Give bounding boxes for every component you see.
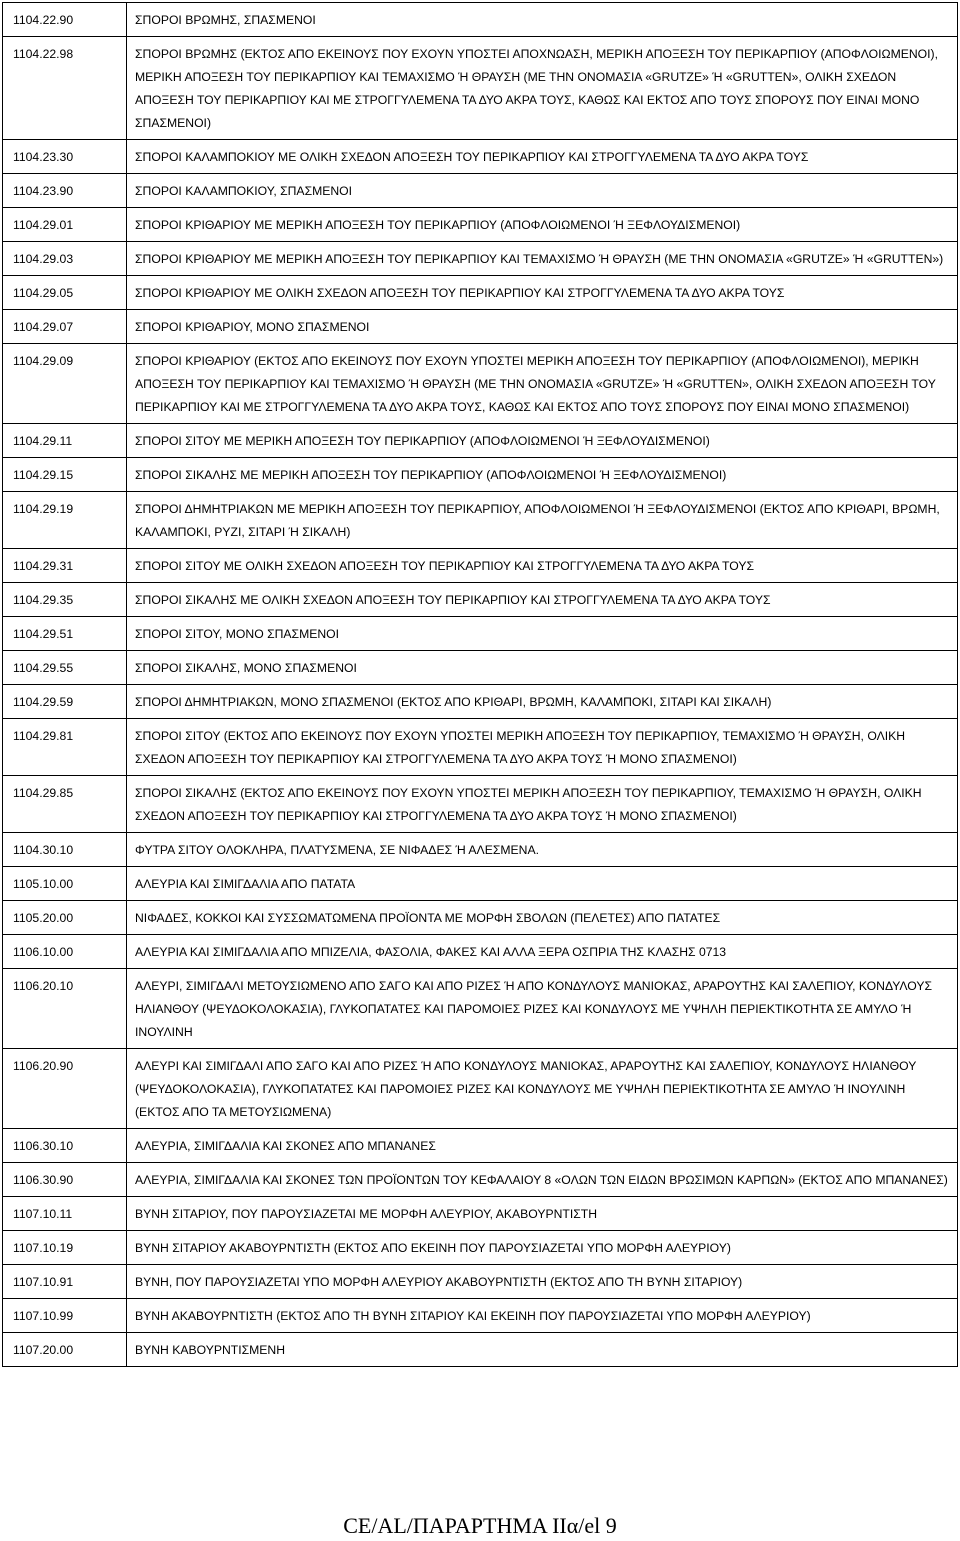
tariff-code-table	[2, 2, 958, 1367]
table-row	[3, 458, 958, 492]
tariff-code-cell: 1104.29.01	[3, 208, 127, 242]
description-cell: ΣΠΟΡΟΙ ΣΙΤΟΥ, ΜΟΝΟ ΣΠΑΣΜΕΝΟΙ	[127, 617, 958, 651]
table-row	[3, 242, 958, 276]
table-row	[3, 617, 958, 651]
tariff-code-cell: 1104.22.90	[3, 3, 127, 37]
page-footer: CE/AL/ΠΑΡΑΡΤΗΜΑ IIα/el 9	[343, 1513, 617, 1538]
tariff-code-cell: 1106.20.10	[3, 969, 127, 1049]
table-row	[3, 935, 958, 969]
table-row	[3, 1049, 958, 1129]
table-row	[3, 867, 958, 901]
tariff-code-cell: 1104.29.85	[3, 776, 127, 833]
description-cell: ΒΥΝΗ ΚΑΒΟΥΡΝΤΙΣΜΕΝΗ	[127, 1333, 958, 1367]
tariff-code-cell: 1104.29.51	[3, 617, 127, 651]
table-row	[3, 37, 958, 140]
tariff-code-cell: 1104.23.30	[3, 140, 127, 174]
description-cell: ΝΙΦΑΔΕΣ, ΚΟΚΚΟΙ ΚΑΙ ΣΥΣΣΩΜΑΤΩΜΕΝΑ ΠΡΟΪΟΝΤΑ ΜΕ ΜΟΡΦΗ ΣΒΟΛΩΝ (ΠΕΛΕΤΕΣ) ΑΠΟ ΠΑΤΑΤΕΣ	[127, 901, 958, 935]
description-cell: ΑΛΕΥΡΙ ΚΑΙ ΣΙΜΙΓΔΑΛΙ ΑΠΟ ΣΑΓΟ ΚΑΙ ΑΠΟ ΡΙΖΕΣ Ή ΑΠΟ ΚΟΝΔΥΛΟΥΣ ΜΑΝΙΟΚΑΣ, ΑΡΑΡΟΥΤΗΣ ΚΑΙ ΣΑΛΕΠΙΟΥ, ΚΟΝΔΥΛΟΥΣ ΗΛΙΑΝΘΟΥ (ΨΕΥΔΟΚΟΛΟΚΑΣΙΑ), ΓΛΥΚΟΠΑΤΑΤΕΣ ΚΑΙ ΠΑΡΟΜΟΙΕΣ ΡΙΖΕΣ ΚΑΙ ΚΟΝΔΥΛΟΥΣ ΜΕ ΥΨΗΛΗ ΠΕΡΙΕΚΤΙΚΟΤΗΤΑ ΣΕ ΑΜΥΛΟ Ή ΙΝΟΥΛΙΝΗ (ΕΚΤΟΣ ΑΠΟ ΤΑ ΜΕΤΟΥΣΙΩΜΕΝΑ)	[127, 1049, 958, 1129]
tariff-code-table-body	[3, 3, 958, 1367]
table-row	[3, 969, 958, 1049]
description-cell: ΒΥΝΗ ΣΙΤΑΡΙΟΥ, ΠΟΥ ΠΑΡΟΥΣΙΑΖΕΤΑΙ ΜΕ ΜΟΡΦΗ ΑΛΕΥΡΙΟΥ, ΑΚΑΒΟΥΡΝΤΙΣΤΗ	[127, 1197, 958, 1231]
tariff-code-cell: 1104.29.31	[3, 549, 127, 583]
description-cell: ΣΠΟΡΟΙ ΚΡΙΘΑΡΙΟΥ ΜΕ ΜΕΡΙΚΗ ΑΠΟΞΕΣΗ ΤΟΥ ΠΕΡΙΚΑΡΠΙΟΥ (ΑΠΟΦΛΟΙΩΜΕΝΟΙ Ή ΞΕΦΛΟΥΔΙΣΜΕΝΟΙ)	[127, 208, 958, 242]
table-row	[3, 833, 958, 867]
table-row	[3, 208, 958, 242]
description-cell: ΣΠΟΡΟΙ ΣΙΚΑΛΗΣ, ΜΟΝΟ ΣΠΑΣΜΕΝΟΙ	[127, 651, 958, 685]
tariff-code-cell: 1105.20.00	[3, 901, 127, 935]
tariff-code-cell: 1104.29.59	[3, 685, 127, 719]
tariff-code-cell: 1107.10.11	[3, 1197, 127, 1231]
description-cell: ΑΛΕΥΡΙ, ΣΙΜΙΓΔΑΛΙ ΜΕΤΟΥΣΙΩΜΕΝΟ ΑΠΟ ΣΑΓΟ ΚΑΙ ΑΠΟ ΡΙΖΕΣ Ή ΑΠΟ ΚΟΝΔΥΛΟΥΣ ΜΑΝΙΟΚΑΣ, ΑΡΑΡΟΥΤΗΣ ΚΑΙ ΣΑΛΕΠΙΟΥ, ΚΟΝΔΥΛΟΥΣ ΗΛΙΑΝΘΟΥ (ΨΕΥΔΟΚΟΛΟΚΑΣΙΑ), ΓΛΥΚΟΠΑΤΑΤΕΣ ΚΑΙ ΠΑΡΟΜΟΙΕΣ ΡΙΖΕΣ ΚΑΙ ΚΟΝΔΥΛΟΥΣ ΜΕ ΥΨΗΛΗ ΠΕΡΙΕΚΤΙΚΟΤΗΤΑ ΣΕ ΑΜΥΛΟ Ή ΙΝΟΥΛΙΝΗ	[127, 969, 958, 1049]
description-cell: ΣΠΟΡΟΙ ΚΡΙΘΑΡΙΟΥ, ΜΟΝΟ ΣΠΑΣΜΕΝΟΙ	[127, 310, 958, 344]
description-cell: ΣΠΟΡΟΙ ΒΡΩΜΗΣ (ΕΚΤΟΣ ΑΠΟ ΕΚΕΙΝΟΥΣ ΠΟΥ ΕΧΟΥΝ ΥΠΟΣΤΕΙ ΑΠΟΧΝΩΑΣΗ, ΜΕΡΙΚΗ ΑΠΟΞΕΣΗ ΤΟΥ ΠΕΡΙΚΑΡΠΙΟΥ (ΑΠΟΦΛΟΙΩΜΕΝΟΙ), ΜΕΡΙΚΗ ΑΠΟΞΕΣΗ ΤΟΥ ΠΕΡΙΚΑΡΠΙΟΥ ΚΑΙ ΤΕΜΑΧΙΣΜΟ Ή ΘΡΑΥΣΗ (ΜΕ ΤΗΝ ΟΝΟΜΑΣΙΑ «GRUTZE» Ή «GRUTTEN», ΟΛΙΚΗ ΣΧΕΔΟΝ ΑΠΟΞΕΣΗ ΤΟΥ ΠΕΡΙΚΑΡΠΙΟΥ ΚΑΙ ΜΕ ΣΤΡΟΓΓΥΛΕΜΕΝΑ ΤΑ ΔΥΟ ΑΚΡΑ ΤΟΥΣ, ΚΑΘΩΣ ΚΑΙ ΕΚΤΟΣ ΑΠΟ ΤΟΥΣ ΣΠΟΡΟΥΣ ΠΟΥ ΕΙΝΑΙ ΜΟΝΟ ΣΠΑΣΜΕΝΟΙ)	[127, 37, 958, 140]
description-cell: ΣΠΟΡΟΙ ΣΙΤΟΥ (ΕΚΤΟΣ ΑΠΟ ΕΚΕΙΝΟΥΣ ΠΟΥ ΕΧΟΥΝ ΥΠΟΣΤΕΙ ΜΕΡΙΚΗ ΑΠΟΞΕΣΗ ΤΟΥ ΠΕΡΙΚΑΡΠΙΟΥ, ΤΕΜΑΧΙΣΜΟ Ή ΘΡΑΥΣΗ, ΟΛΙΚΗ ΣΧΕΔΟΝ ΑΠΟΞΕΣΗ ΤΟΥ ΠΕΡΙΚΑΡΠΙΟΥ ΚΑΙ ΣΤΡΟΓΓΥΛΕΜΕΝΑ ΤΑ ΔΥΟ ΑΚΡΑ ΤΟΥΣ Ή ΜΟΝΟ ΣΠΑΣΜΕΝΟΙ)	[127, 719, 958, 776]
tariff-code-cell: 1106.10.00	[3, 935, 127, 969]
table-row	[3, 1333, 958, 1367]
description-cell: ΒΥΝΗ ΣΙΤΑΡΙΟΥ ΑΚΑΒΟΥΡΝΤΙΣΤΗ (ΕΚΤΟΣ ΑΠΟ ΕΚΕΙΝΗ ΠΟΥ ΠΑΡΟΥΣΙΑΖΕΤΑΙ ΥΠΟ ΜΟΡΦΗ ΑΛΕΥΡΙΟΥ)	[127, 1231, 958, 1265]
tariff-code-cell: 1107.10.91	[3, 1265, 127, 1299]
tariff-code-cell: 1107.20.00	[3, 1333, 127, 1367]
table-row	[3, 776, 958, 833]
table-row	[3, 424, 958, 458]
tariff-code-cell: 1104.29.09	[3, 344, 127, 424]
table-row	[3, 174, 958, 208]
description-cell: ΑΛΕΥΡΙΑ, ΣΙΜΙΓΔΑΛΙΑ ΚΑΙ ΣΚΟΝΕΣ ΤΩΝ ΠΡΟΪΟΝΤΩΝ ΤΟΥ ΚΕΦΑΛΑΙΟΥ 8 «ΟΛΩΝ ΤΩΝ ΕΙΔΩΝ ΒΡΩΣΙΜΩΝ ΚΑΡΠΩΝ» (ΕΚΤΟΣ ΑΠΟ ΜΠΑΝΑΝΕΣ)	[127, 1163, 958, 1197]
tariff-code-cell: 1104.22.98	[3, 37, 127, 140]
description-cell: ΣΠΟΡΟΙ ΒΡΩΜΗΣ, ΣΠΑΣΜΕΝΟΙ	[127, 3, 958, 37]
table-row	[3, 1197, 958, 1231]
tariff-code-cell: 1104.23.90	[3, 174, 127, 208]
table-row	[3, 1129, 958, 1163]
tariff-code-cell: 1107.10.19	[3, 1231, 127, 1265]
description-cell: ΣΠΟΡΟΙ ΣΙΤΟΥ ΜΕ ΟΛΙΚΗ ΣΧΕΔΟΝ ΑΠΟΞΕΣΗ ΤΟΥ ΠΕΡΙΚΑΡΠΙΟΥ ΚΑΙ ΣΤΡΟΓΓΥΛΕΜΕΝΑ ΤΑ ΔΥΟ ΑΚΡΑ ΤΟΥΣ	[127, 549, 958, 583]
table-row	[3, 492, 958, 549]
tariff-code-cell: 1106.20.90	[3, 1049, 127, 1129]
table-row	[3, 1231, 958, 1265]
description-cell: ΣΠΟΡΟΙ ΚΑΛΑΜΠΟΚΙΟΥ ΜΕ ΟΛΙΚΗ ΣΧΕΔΟΝ ΑΠΟΞΕΣΗ ΤΟΥ ΠΕΡΙΚΑΡΠΙΟΥ ΚΑΙ ΣΤΡΟΓΓΥΛΕΜΕΝΑ ΤΑ ΔΥΟ ΑΚΡΑ ΤΟΥΣ	[127, 140, 958, 174]
description-cell: ΣΠΟΡΟΙ ΣΙΚΑΛΗΣ ΜΕ ΟΛΙΚΗ ΣΧΕΔΟΝ ΑΠΟΞΕΣΗ ΤΟΥ ΠΕΡΙΚΑΡΠΙΟΥ ΚΑΙ ΣΤΡΟΓΓΥΛΕΜΕΝΑ ΤΑ ΔΥΟ ΑΚΡΑ ΤΟΥΣ	[127, 583, 958, 617]
tariff-code-cell: 1105.10.00	[3, 867, 127, 901]
description-cell: ΣΠΟΡΟΙ ΚΡΙΘΑΡΙΟΥ (ΕΚΤΟΣ ΑΠΟ ΕΚΕΙΝΟΥΣ ΠΟΥ ΕΧΟΥΝ ΥΠΟΣΤΕΙ ΜΕΡΙΚΗ ΑΠΟΞΕΣΗ ΤΟΥ ΠΕΡΙΚΑΡΠΙΟΥ (ΑΠΟΦΛΟΙΩΜΕΝΟΙ), ΜΕΡΙΚΗ ΑΠΟΞΕΣΗ ΤΟΥ ΠΕΡΙΚΑΡΠΙΟΥ ΚΑΙ ΤΕΜΑΧΙΣΜΟ Ή ΘΡΑΥΣΗ (ΜΕ ΤΗΝ ΟΝΟΜΑΣΙΑ «GRUTZE» Ή «GRUTTEN», ΟΛΙΚΗ ΣΧΕΔΟΝ ΑΠΟΞΕΣΗ ΤΟΥ ΠΕΡΙΚΑΡΠΙΟΥ ΚΑΙ ΜΕ ΣΤΡΟΓΓΥΛΕΜΕΝΑ ΤΑ ΔΥΟ ΑΚΡΑ ΤΟΥΣ, ΚΑΘΩΣ ΚΑΙ ΕΚΤΟΣ ΑΠΟ ΤΟΥΣ ΣΠΟΡΟΥΣ ΠΟΥ ΕΙΝΑΙ ΜΟΝΟ ΣΠΑΣΜΕΝΟΙ)	[127, 344, 958, 424]
description-cell: ΑΛΕΥΡΙΑ, ΣΙΜΙΓΔΑΛΙΑ ΚΑΙ ΣΚΟΝΕΣ ΑΠΟ ΜΠΑΝΑΝΕΣ	[127, 1129, 958, 1163]
description-cell: ΦΥΤΡΑ ΣΙΤΟΥ ΟΛΟΚΛΗΡΑ, ΠΛΑΤΥΣΜΕΝΑ, ΣΕ ΝΙΦΑΔΕΣ Ή ΑΛΕΣΜΕΝΑ.	[127, 833, 958, 867]
table-row	[3, 583, 958, 617]
tariff-code-cell: 1104.29.05	[3, 276, 127, 310]
description-cell: ΣΠΟΡΟΙ ΣΙΚΑΛΗΣ (ΕΚΤΟΣ ΑΠΟ ΕΚΕΙΝΟΥΣ ΠΟΥ ΕΧΟΥΝ ΥΠΟΣΤΕΙ ΜΕΡΙΚΗ ΑΠΟΞΕΣΗ ΤΟΥ ΠΕΡΙΚΑΡΠΙΟΥ, ΤΕΜΑΧΙΣΜΟ Ή ΘΡΑΥΣΗ, ΟΛΙΚΗ ΣΧΕΔΟΝ ΑΠΟΞΕΣΗ ΤΟΥ ΠΕΡΙΚΑΡΠΙΟΥ ΚΑΙ ΣΤΡΟΓΓΥΛΕΜΕΝΑ ΤΑ ΔΥΟ ΑΚΡΑ ΤΟΥΣ Ή ΜΟΝΟ ΣΠΑΣΜΕΝΟΙ)	[127, 776, 958, 833]
description-cell: ΒΥΝΗ ΑΚΑΒΟΥΡΝΤΙΣΤΗ (ΕΚΤΟΣ ΑΠΟ ΤΗ ΒΥΝΗ ΣΙΤΑΡΙΟΥ ΚΑΙ ΕΚΕΙΝΗ ΠΟΥ ΠΑΡΟΥΣΙΑΖΕΤΑΙ ΥΠΟ ΜΟΡΦΗ ΑΛΕΥΡΙΟΥ)	[127, 1299, 958, 1333]
description-cell: ΣΠΟΡΟΙ ΚΡΙΘΑΡΙΟΥ ΜΕ ΜΕΡΙΚΗ ΑΠΟΞΕΣΗ ΤΟΥ ΠΕΡΙΚΑΡΠΙΟΥ ΚΑΙ ΤΕΜΑΧΙΣΜΟ Ή ΘΡΑΥΣΗ (ΜΕ ΤΗΝ ΟΝΟΜΑΣΙΑ «GRUTZE» Ή «GRUTTEN»)	[127, 242, 958, 276]
tariff-code-cell: 1106.30.90	[3, 1163, 127, 1197]
description-cell: ΣΠΟΡΟΙ ΣΙΤΟΥ ΜΕ ΜΕΡΙΚΗ ΑΠΟΞΕΣΗ ΤΟΥ ΠΕΡΙΚΑΡΠΙΟΥ (ΑΠΟΦΛΟΙΩΜΕΝΟΙ Ή ΞΕΦΛΟΥΔΙΣΜΕΝΟΙ)	[127, 424, 958, 458]
table-row	[3, 1299, 958, 1333]
table-row	[3, 1163, 958, 1197]
table-row	[3, 1265, 958, 1299]
description-cell: ΣΠΟΡΟΙ ΚΡΙΘΑΡΙΟΥ ΜΕ ΟΛΙΚΗ ΣΧΕΔΟΝ ΑΠΟΞΕΣΗ ΤΟΥ ΠΕΡΙΚΑΡΠΙΟΥ ΚΑΙ ΣΤΡΟΓΓΥΛΕΜΕΝΑ ΤΑ ΔΥΟ ΑΚΡΑ ΤΟΥΣ	[127, 276, 958, 310]
description-cell: ΣΠΟΡΟΙ ΔΗΜΗΤΡΙΑΚΩΝ ΜΕ ΜΕΡΙΚΗ ΑΠΟΞΕΣΗ ΤΟΥ ΠΕΡΙΚΑΡΠΙΟΥ, ΑΠΟΦΛΟΙΩΜΕΝΟΙ Ή ΞΕΦΛΟΥΔΙΣΜΕΝΟΙ (ΕΚΤΟΣ ΑΠΟ ΚΡΙΘΑΡΙ, ΒΡΩΜΗ, ΚΑΛΑΜΠΟΚΙ, ΡΥΖΙ, ΣΙΤΑΡΙ Ή ΣΙΚΑΛΗ)	[127, 492, 958, 549]
description-cell: ΣΠΟΡΟΙ ΔΗΜΗΤΡΙΑΚΩΝ, ΜΟΝΟ ΣΠΑΣΜΕΝΟΙ (ΕΚΤΟΣ ΑΠΟ ΚΡΙΘΑΡΙ, ΒΡΩΜΗ, ΚΑΛΑΜΠΟΚΙ, ΣΙΤΑΡΙ ΚΑΙ ΣΙΚΑΛΗ)	[127, 685, 958, 719]
tariff-code-cell: 1106.30.10	[3, 1129, 127, 1163]
tariff-code-cell: 1104.29.03	[3, 242, 127, 276]
table-row	[3, 719, 958, 776]
description-cell: ΣΠΟΡΟΙ ΚΑΛΑΜΠΟΚΙΟΥ, ΣΠΑΣΜΕΝΟΙ	[127, 174, 958, 208]
description-cell: ΑΛΕΥΡΙΑ ΚΑΙ ΣΙΜΙΓΔΑΛΙΑ ΑΠΟ ΜΠΙΖΕΛΙΑ, ΦΑΣΟΛΙΑ, ΦΑΚΕΣ ΚΑΙ ΑΛΛΑ ΞΕΡΑ ΟΣΠΡΙΑ ΤΗΣ ΚΛΑΣΗΣ 0713	[127, 935, 958, 969]
tariff-code-cell: 1104.30.10	[3, 833, 127, 867]
table-row	[3, 901, 958, 935]
table-row	[3, 3, 958, 37]
tariff-code-cell: 1104.29.81	[3, 719, 127, 776]
table-row	[3, 685, 958, 719]
tariff-code-cell: 1104.29.11	[3, 424, 127, 458]
tariff-code-cell: 1104.29.19	[3, 492, 127, 549]
description-cell: ΣΠΟΡΟΙ ΣΙΚΑΛΗΣ ΜΕ ΜΕΡΙΚΗ ΑΠΟΞΕΣΗ ΤΟΥ ΠΕΡΙΚΑΡΠΙΟΥ (ΑΠΟΦΛΟΙΩΜΕΝΟΙ Ή ΞΕΦΛΟΥΔΙΣΜΕΝΟΙ)	[127, 458, 958, 492]
table-row	[3, 344, 958, 424]
table-row	[3, 310, 958, 344]
tariff-code-cell: 1104.29.15	[3, 458, 127, 492]
tariff-code-cell: 1104.29.55	[3, 651, 127, 685]
tariff-code-cell: 1107.10.99	[3, 1299, 127, 1333]
description-cell: ΒΥΝΗ, ΠΟΥ ΠΑΡΟΥΣΙΑΖΕΤΑΙ ΥΠΟ ΜΟΡΦΗ ΑΛΕΥΡΙΟΥ ΑΚΑΒΟΥΡΝΤΙΣΤΗ (ΕΚΤΟΣ ΑΠΟ ΤΗ ΒΥΝΗ ΣΙΤΑΡΙΟΥ)	[127, 1265, 958, 1299]
table-row	[3, 276, 958, 310]
tariff-code-cell: 1104.29.07	[3, 310, 127, 344]
tariff-code-cell: 1104.29.35	[3, 583, 127, 617]
table-row	[3, 140, 958, 174]
table-row	[3, 549, 958, 583]
description-cell: ΑΛΕΥΡΙΑ ΚΑΙ ΣΙΜΙΓΔΑΛΙΑ ΑΠΟ ΠΑΤΑΤΑ	[127, 867, 958, 901]
table-row	[3, 651, 958, 685]
